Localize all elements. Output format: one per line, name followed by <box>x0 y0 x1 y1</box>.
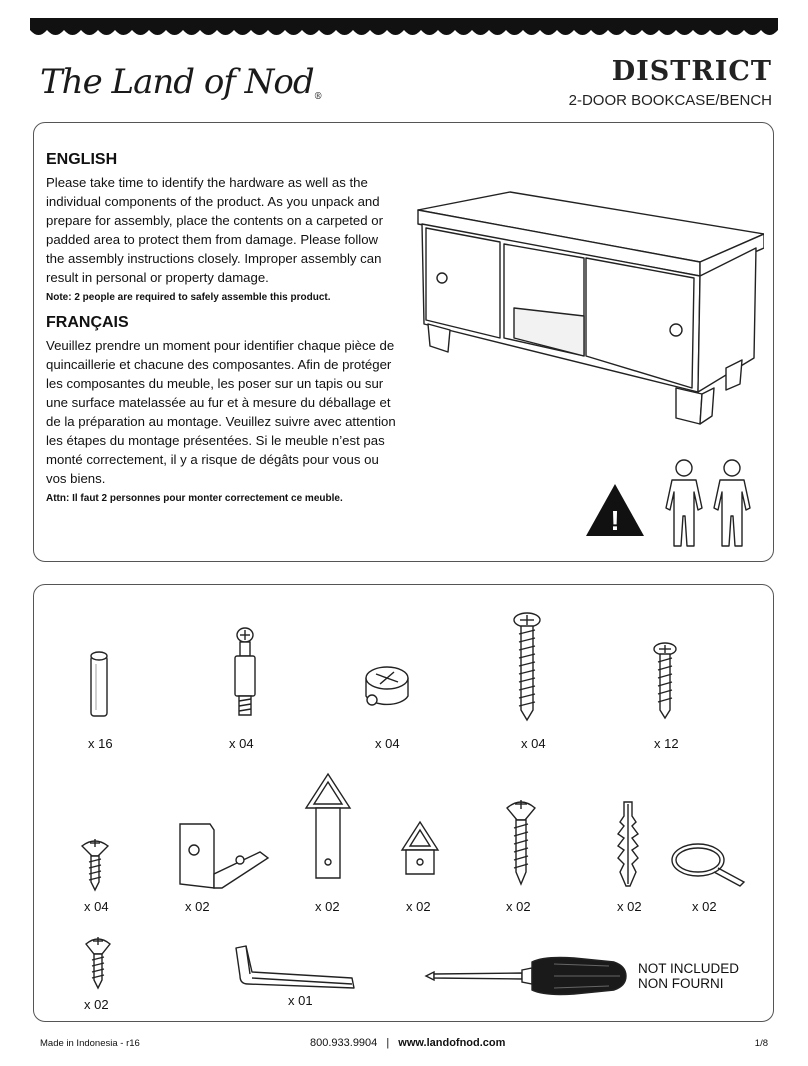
phone-number: 800.933.9904 <box>310 1037 378 1049</box>
footer-separator: | <box>386 1037 390 1049</box>
product-subtitle: 2-DOOR BOOKCASE/BENCH <box>568 92 772 109</box>
english-section <box>46 151 398 303</box>
qty-long-screw: x 04 <box>521 736 546 751</box>
qty-cam-lock: x 04 <box>375 736 400 751</box>
screwdriver-icon <box>424 954 628 996</box>
cable-tie-icon <box>668 838 748 888</box>
qty-small-hanger: x 02 <box>406 899 431 914</box>
french-heading: FRANÇAIS <box>46 314 129 331</box>
medium-screw-icon <box>650 640 680 720</box>
brand-logo-text: The Land of Nod <box>40 62 314 102</box>
qty-l-bracket: x 02 <box>185 899 210 914</box>
qty-wooden-dowel: x 16 <box>88 736 113 751</box>
wall-anchor-icon <box>610 798 646 890</box>
cam-bolt-icon <box>228 625 262 720</box>
french-body: Veuillez prendre un moment pour identifier chaque pièce de quincaillerie et chacune des composantes. Afin de protéger les composantes du meuble, les poser sur un tapis ou sur une surface matelassée au fur et à mesure du déballage et de la préparation au montage. Veuillez suivre avec attention les étapes du montage présentées. Si le meuble n’est pas monté correctement, il y a risque de dégâts pour vous ou vos biens. <box>46 338 396 486</box>
page-number: 1/8 <box>754 1038 768 1049</box>
bench-illustration <box>414 188 764 438</box>
product-name: DISTRICT <box>611 56 772 87</box>
warning-symbol: ! <box>610 505 620 536</box>
brand-logo <box>40 62 322 110</box>
website-link[interactable]: www.landofnod.com <box>398 1037 506 1049</box>
warning-triangle-icon <box>584 482 646 538</box>
not-included-en: NOT INCLUDED <box>638 961 740 976</box>
english-body: Please take time to identify the hardware as well as the individual components of the product. As you unpack and prepare for assembly, place the contents on a carpeted or padded area to protect them from damage. Please follow the assembly instructions closely. Improper assembly can result in personal or property damage. <box>46 175 383 285</box>
made-in-label: Made in Indonesia - r16 <box>40 1038 140 1049</box>
qty-wall-anchor: x 02 <box>617 899 642 914</box>
not-included-fr: NON FOURNI <box>638 976 724 991</box>
small-wood-screw-icon <box>84 934 112 990</box>
qty-allen-key: x 01 <box>288 993 313 1008</box>
english-heading: ENGLISH <box>46 151 118 168</box>
qty-wood-screw: x 02 <box>506 899 531 914</box>
qty-cam-bolt: x 04 <box>229 736 254 751</box>
scalloped-border <box>30 18 778 40</box>
english-note: Note: 2 people are required to safely assemble this product. <box>46 292 331 303</box>
two-people-icon <box>660 458 760 548</box>
qty-long-hanger: x 02 <box>315 899 340 914</box>
wood-screw-icon <box>504 796 538 886</box>
short-screw-icon <box>80 836 110 892</box>
long-screw-icon <box>510 610 544 722</box>
long-hanger-icon <box>300 770 356 882</box>
small-hanger-icon <box>398 818 442 878</box>
cam-lock-icon <box>358 660 414 716</box>
registered-mark: ® <box>313 92 322 102</box>
french-section <box>46 314 398 504</box>
wooden-dowel-icon <box>88 650 110 720</box>
qty-small-wood-screw: x 02 <box>84 997 109 1012</box>
not-included-label <box>638 961 739 991</box>
french-note: Attn: Il faut 2 personnes pour monter correctement ce meuble. <box>46 493 343 504</box>
allen-key-icon <box>230 942 358 992</box>
qty-cable-tie: x 02 <box>692 899 717 914</box>
contact-info <box>310 1037 505 1049</box>
qty-short-screw: x 04 <box>84 899 109 914</box>
qty-medium-screw: x 12 <box>654 736 679 751</box>
l-bracket-icon <box>174 818 270 894</box>
